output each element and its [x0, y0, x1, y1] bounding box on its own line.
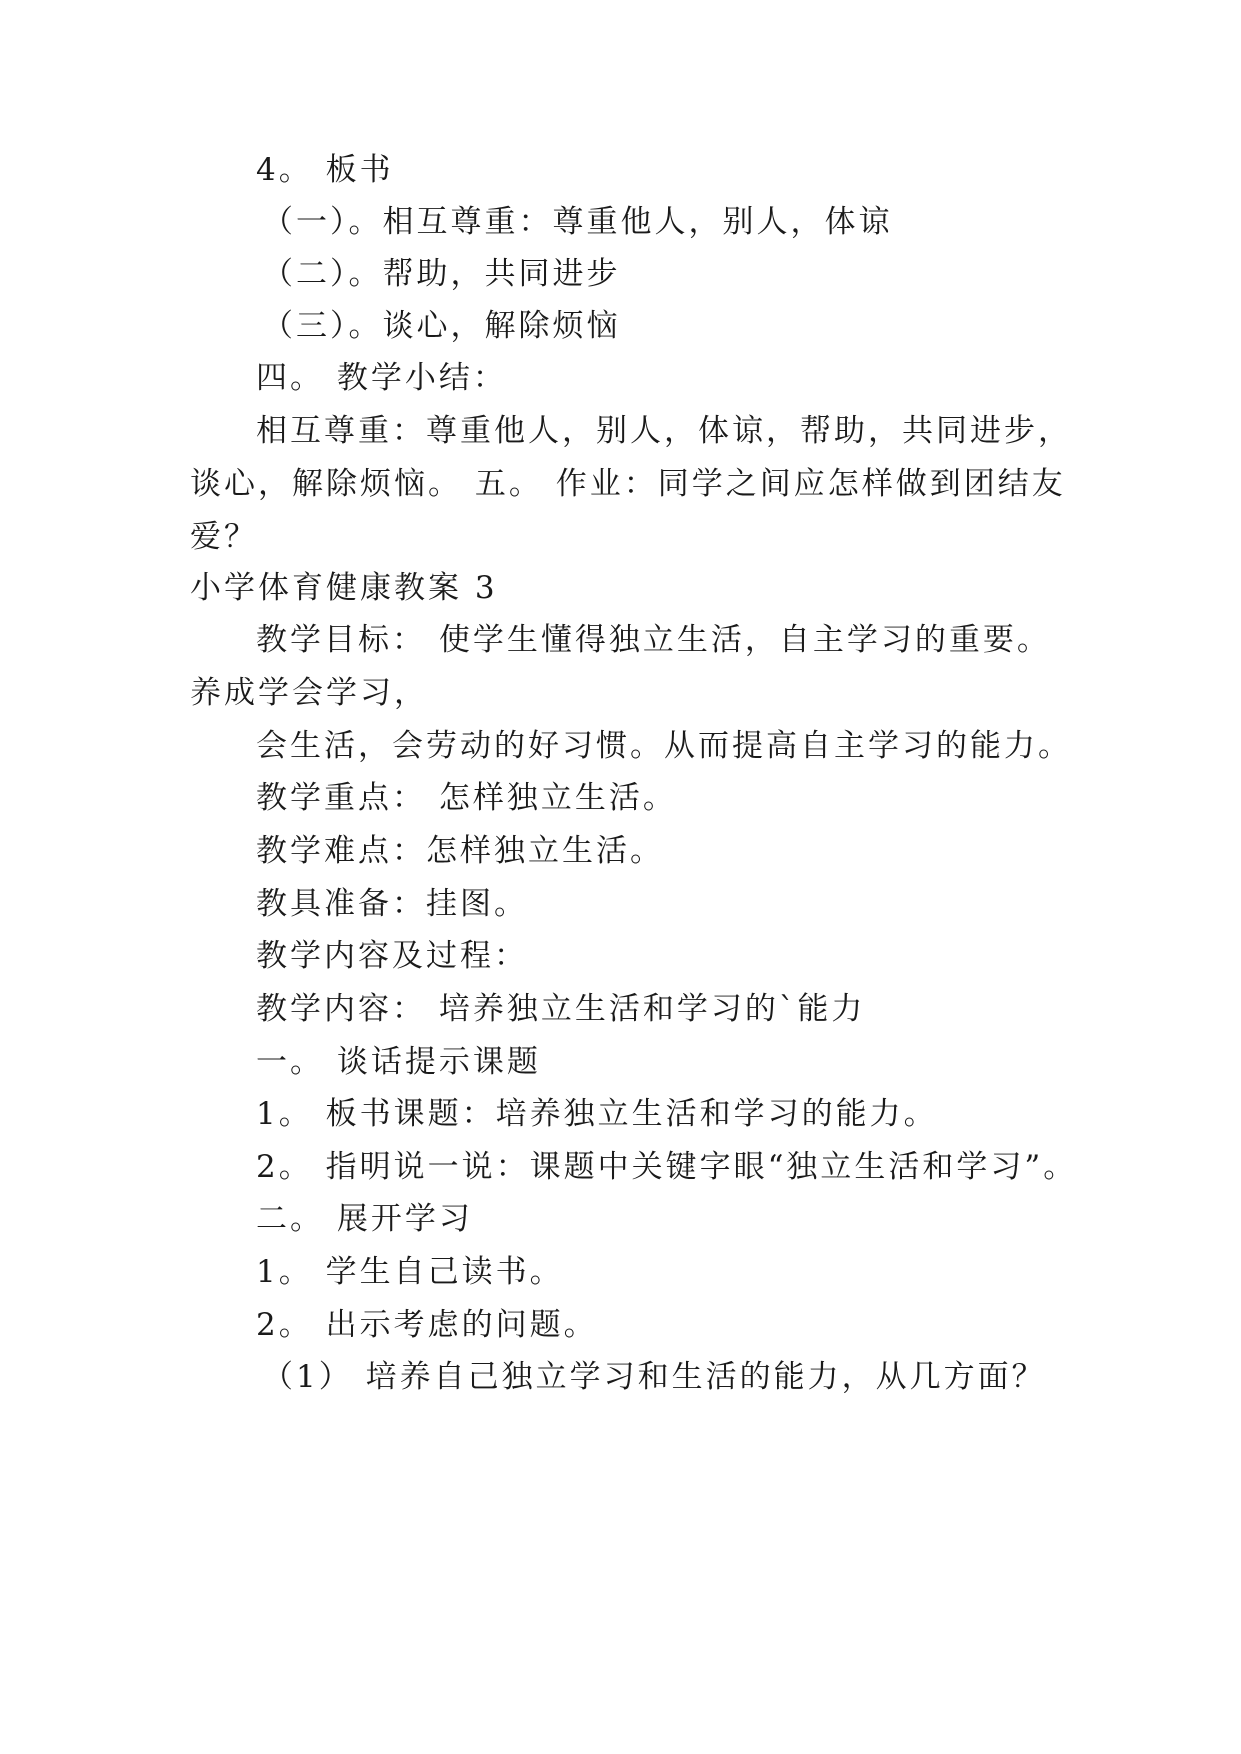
text-line-step-1-item-2: 2。 指明说一说：课题中关键字眼“独立生活和学习”。: [256, 1149, 1078, 1185]
text-line-tools: 教具准备：挂图。: [256, 886, 528, 922]
text-line-summary-body-3: 爱？: [190, 519, 258, 555]
text-line-process-heading: 教学内容及过程：: [256, 938, 528, 974]
text-line-objective-2: 养成学会学习，: [190, 675, 428, 711]
text-line-board-item-2: （二）。帮助，共同进步: [262, 256, 621, 292]
text-line-content: 教学内容： 培养独立生活和学习的`能力: [256, 991, 866, 1027]
text-line-summary-heading: 四。 教学小结：: [256, 360, 507, 396]
text-line-summary-body-2: 谈心，解除烦恼。 五。 作业：同学之间应怎样做到团结友: [190, 466, 1066, 502]
text-line-board-item-3: （三）。谈心，解除烦恼: [262, 308, 621, 344]
text-line-step-1-heading: 一。 谈话提示课题: [256, 1044, 541, 1080]
text-line-question-1: （1） 培养自己独立学习和生活的能力，从几方面？: [262, 1359, 1046, 1395]
text-line-board-4: 4。 板书: [256, 152, 394, 188]
text-line-key-point: 教学重点： 怎样独立生活。: [256, 780, 677, 816]
text-line-step-2-item-1: 1。 学生自己读书。: [256, 1254, 564, 1290]
text-line-step-2-heading: 二。 展开学习: [256, 1201, 473, 1237]
section-title: 小学体育健康教案 3: [190, 570, 498, 606]
text-line-objective-3: 会生活，会劳动的好习惯。从而提高自主学习的能力。: [256, 728, 1072, 764]
text-line-difficulty: 教学难点：怎样独立生活。: [256, 833, 664, 869]
text-line-board-item-1: （一）。相互尊重：尊重他人，别人，体谅: [262, 204, 893, 240]
text-line-summary-body-1: 相互尊重：尊重他人，别人，体谅，帮助，共同进步，: [256, 413, 1072, 449]
text-line-objective-1: 教学目标： 使学生懂得独立生活，自主学习的重要。: [256, 622, 1051, 658]
text-line-step-1-item-1: 1。 板书课题：培养独立生活和学习的能力。: [256, 1096, 938, 1132]
text-line-step-2-item-2: 2。 出示考虑的问题。: [256, 1307, 598, 1343]
